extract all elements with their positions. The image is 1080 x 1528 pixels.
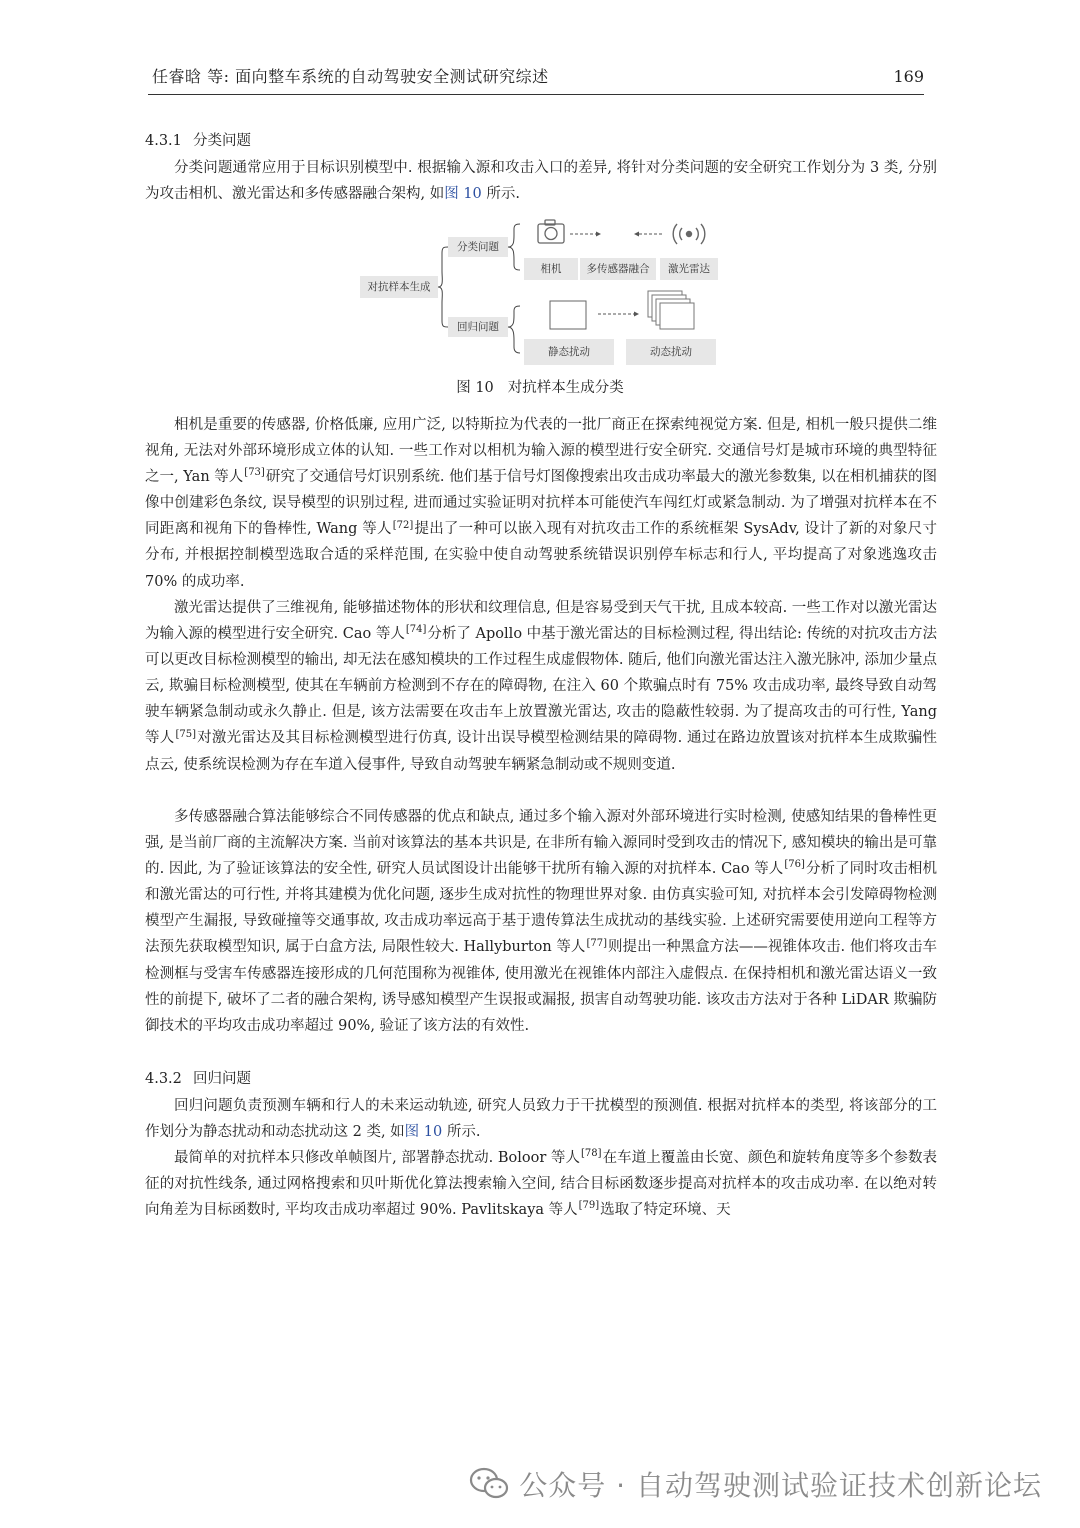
section-heading-4-3-1 — [145, 131, 251, 151]
text-run: 回归问题负责预测车辆和行人的未来运动轨迹, 研究人员致力于干扰模型的预测值. 根据对抗样本的类型, 将该部分的工作划分为静态扰动和动态扰动这 2 类, 如 — [145, 1098, 937, 1141]
paragraph-static-perturbation — [145, 1145, 937, 1223]
static-frame-icon — [550, 301, 586, 329]
citation-ref[interactable]: [79] — [578, 1200, 600, 1212]
diagram-item-lidar: 激光雷达 — [660, 258, 718, 280]
text-run: 研究了交通信号灯识别系统. 他们基于信号灯图像搜索出攻击成功率最大的激光参数集, 以在相机捕获的图像中创建彩色条纹, 误导模型的识别过程, 进而通过实验证明对抗样本可能使汽车闯红灯或紧急制动. 为了增强对抗样本在不同距离和视角下的鲁棒性, Wang 等人 — [145, 469, 937, 538]
citation-ref[interactable]: [76] — [784, 859, 805, 871]
citation-ref[interactable]: [77] — [586, 937, 607, 949]
text-run: 相机是重要的传感器, 价格低廉, 应用广泛, 以特斯拉为代表的一批厂商正在探索纯视觉方案. 但是, 相机一般只提供二维视角, 无法对外部环境形成立体的认知. 一些工作对以相机为输入源的模型进行安全研究. 交通信号灯是城市环境的典型特征之一, Yan 等人 — [145, 417, 937, 486]
diagram-item-camera: 相机 — [524, 258, 578, 280]
text-run: 对激光雷达及其目标检测模型进行仿真, 设计出误导模型检测结果的障碍物. 通过在路边放置该对抗样本生成欺骗性点云, 使系统误检测为存在车道入侵事件, 导致自动驾驶车辆紧急制动或不规则变道. — [145, 730, 937, 773]
text-run: 最简单的对抗样本只修改单帧图片, 部署静态扰动. Boloor 等人 — [174, 1150, 581, 1166]
text-run: 分析了同时攻击相机和激光雷达的可行性, 并将其建模为优化问题, 逐步生成对抗性的物理世界对象. 由仿真实验可知, 对抗样本会引发障碍物检测模型产生漏报, 导致碰撞等交通事故, 攻击成功率远高于基于遗传算法生成扰动的基线实验. 上述研究需要使用逆向工程等方法预先获取模型知识, 属于白盒方法, 局限性较大. Hallyburton 等人 — [145, 861, 938, 956]
figure-10-caption — [0, 378, 1080, 398]
citation-ref[interactable]: [75] — [175, 728, 196, 740]
diagram-branch-regression: 回归问题 — [448, 317, 508, 337]
text-run: 提出了一种可以嵌入现有对抗攻击工作的系统框架 SysAdv, 设计了新的对象尺寸分布, 并根据控制模型选取合适的采样范围, 在实验中使自动驾驶系统错误识别停车标志和行人, 平均提高了对象逃逸攻击 70% 的成功率. — [145, 521, 937, 590]
paragraph-camera — [145, 412, 937, 595]
paragraph-lidar — [145, 595, 937, 778]
page-number: 169 — [893, 67, 924, 86]
running-header — [148, 64, 924, 95]
camera-icon — [538, 220, 564, 243]
text-run: 选取了特定环境、天 — [600, 1202, 731, 1219]
running-title: 任睿晗 等: 面向整车系统的自动驾驶安全测试研究综述 — [152, 67, 549, 86]
caption-number: 图 10 — [456, 380, 494, 396]
section-heading-4-3-2 — [145, 1069, 251, 1089]
wechat-icon — [469, 1467, 509, 1501]
diagram-branch-classification: 分类问题 — [448, 237, 508, 257]
section-title: 回归问题 — [193, 1071, 251, 1087]
section-title: 分类问题 — [193, 133, 251, 149]
dynamic-frames-icon — [648, 291, 694, 329]
figure-link[interactable]: 图 10 — [444, 186, 482, 203]
caption-text: 对抗样本生成分类 — [507, 380, 624, 396]
wechat-watermark — [469, 1462, 1042, 1506]
citation-ref[interactable]: [72] — [392, 519, 414, 531]
diagram-item-dynamic: 动态扰动 — [626, 339, 716, 365]
text-run: 激光雷达提供了三维视角, 能够描述物体的形状和纹理信息, 但是容易受到天气干扰, 且成本较高. 一些工作对以激光雷达为输入源的模型进行安全研究. Cao 等人 — [145, 600, 937, 643]
text-run: 则提出一种黑盒方法——视锥体攻击. 他们将攻击车检测框与受害车传感器连接形成的几何范围称为视锥体, 使用激光在视锥体内部注入虚假点. 在保持相机和激光雷达语义一致性的前提下, 破坏了二者的融合架构, 诱导感知模型产生误报或漏报, 损害自动驾驶功能. 该攻击方法对于各种 LiDAR 欺骗防御技术的平均攻击成功率超过 90%, 验证了该方法的有效性. — [145, 939, 938, 1034]
text-run: 分类问题通常应用于目标识别模型中. 根据输入源和攻击入口的差异, 将针对分类问题的安全研究工作划分为 3 类, 分别为攻击相机、激光雷达和多传感器融合架构, 如 — [145, 160, 937, 203]
citation-ref[interactable]: [74] — [405, 624, 427, 636]
citation-ref[interactable]: [73] — [244, 467, 265, 479]
section-number: 4.3.2 — [145, 1071, 182, 1087]
paragraph-sensor-fusion — [145, 804, 937, 1039]
text-run: 多传感器融合算法能够综合不同传感器的优点和缺点, 通过多个输入源对外部环境进行实时检测, 使感知结果的鲁棒性更强, 是当前厂商的主流解决方案. 当前对该算法的基本共识是, 在非所有输入源同时受到攻击的情况下, 感知模块的输出是可靠的. 因此, 为了验证该算法的安全性, 研究人员试图设计出能够干扰所有输入源的对抗样本. Cao 等人 — [145, 809, 937, 878]
text-run: 分析了 Apollo 中基于激光雷达的目标检测过程, 得出结论: 传统的对抗攻击方法可以更改目标检测模型的输出, 却无法在感知模块的工作过程生成虚假物体. 随后, 他们向激光雷达注入激光脉冲, 添加少量点云, 欺骗目标检测模型, 使其在车辆前方检测到不存在的障碍物, 在注入 60 个欺骗点时有 75% 攻击成功率, 最终导致自动驾驶车辆紧急制动或永久静止. 但是, 该方法需要在攻击车上放置激光雷达, 攻击的隐蔽性较弱. 为了提高攻击的可行性, Yang 等人 — [145, 626, 938, 747]
paragraph-classification-intro — [145, 155, 937, 207]
section-number: 4.3.1 — [145, 133, 182, 149]
paragraph-regression-intro — [145, 1093, 937, 1145]
diagram-root-box: 对抗样本生成 — [360, 276, 438, 298]
watermark-text: 公众号 · 自动驾驶测试验证技术创新论坛 — [519, 1469, 1042, 1502]
figure-10-diagram — [352, 215, 732, 380]
figure-link[interactable]: 图 10 — [404, 1124, 443, 1141]
lidar-signal-icon — [673, 224, 705, 244]
text-run: 在车道上覆盖由长宽、颜色和旋转角度等多个参数表征的对抗性线条, 通过网格搜索和贝叶斯优化算法搜索输入空间, 结合目标函数逐步提高对抗样本的攻击成功率. 在以绝对转向角差为目标函数时, 平均攻击成功率超过 90%. Pavlitskaya 等人 — [145, 1150, 937, 1219]
citation-ref[interactable]: [78] — [581, 1148, 602, 1160]
text-run: 所示. — [481, 186, 520, 203]
diagram-item-static: 静态扰动 — [524, 339, 614, 365]
text-run: 所示. — [442, 1124, 481, 1141]
diagram-item-fusion: 多传感器融合 — [580, 258, 656, 280]
